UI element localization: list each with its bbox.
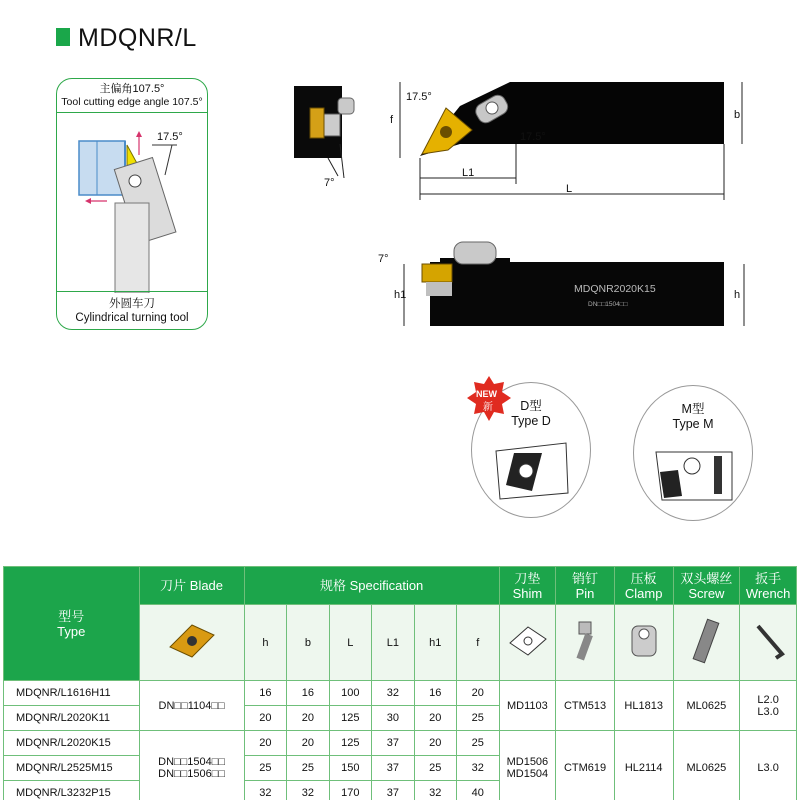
- spec-header: 规格 Specification: [244, 567, 499, 605]
- type-header: [4, 567, 140, 681]
- spec-col-l1: L1: [372, 605, 414, 681]
- dim-f: f: [390, 114, 394, 126]
- end-view-drawing: [288, 84, 368, 190]
- title-marker: [56, 28, 70, 46]
- row-l1: 37: [372, 731, 414, 756]
- wrench-header-en: Wrench: [745, 585, 791, 601]
- card-footer-cn: 外圆车刀: [109, 298, 155, 310]
- row-b: 25: [287, 756, 329, 781]
- row-type: MDQNR/L1616H11: [4, 681, 140, 706]
- engraving-model: MDQNR2020K15: [574, 283, 656, 295]
- row-type: MDQNR/L3232P15: [4, 781, 140, 800]
- row-l: 100: [329, 681, 371, 706]
- pin-image: [556, 605, 615, 681]
- row-b: 20: [287, 706, 329, 731]
- row-h: 20: [244, 731, 286, 756]
- group2-wrench: L3.0: [740, 731, 797, 800]
- specification-table: [3, 566, 797, 800]
- type-d-clamp-diagram: [472, 433, 592, 513]
- dim-b: b: [734, 109, 741, 121]
- new-label-cn: 新: [483, 402, 493, 413]
- cylindrical-turning-diagram: [57, 115, 207, 293]
- type-m-clamp-diagram: [634, 436, 754, 516]
- pin-icon: [565, 616, 605, 666]
- wrench-icon: [748, 616, 788, 666]
- row-h: 25: [244, 756, 286, 781]
- new-badge: [464, 374, 514, 424]
- type-m-cn: M型: [681, 402, 705, 416]
- top-angle-a: 17.5°: [406, 91, 432, 103]
- spec-col-h1: h1: [414, 605, 456, 681]
- row-l1: 37: [372, 781, 414, 800]
- spec-col-l: L: [329, 605, 371, 681]
- row-b: 20: [287, 731, 329, 756]
- shim-header-en: Shim: [512, 585, 543, 601]
- card-footer-en: Cylindrical turning tool: [75, 312, 189, 324]
- row-type: MDQNR/L2020K15: [4, 731, 140, 756]
- dim-l: L: [566, 183, 573, 195]
- row-l: 125: [329, 731, 371, 756]
- group2-blade: [139, 731, 244, 800]
- side-view-drawing: [360, 236, 760, 336]
- clamp-header-en: Clamp: [624, 585, 663, 601]
- row-f: 25: [457, 706, 500, 731]
- blade-insert-icon: [162, 619, 222, 663]
- row-type: MDQNR/L2525M15: [4, 756, 140, 781]
- table-row: [4, 681, 797, 706]
- wrench-image: [740, 605, 797, 681]
- shim-icon: [502, 621, 552, 661]
- row-f: 25: [457, 731, 500, 756]
- group2-clamp: HL2114: [614, 731, 673, 800]
- type-m-en: Type M: [672, 417, 714, 431]
- screw-header-en: Screw: [688, 585, 725, 601]
- dim-h1: h1: [394, 289, 407, 301]
- spec-col-f: f: [457, 605, 500, 681]
- row-l: 170: [329, 781, 371, 800]
- group1-shim: MD1103: [499, 681, 556, 731]
- row-h1: 32: [414, 781, 456, 800]
- row-f: 20: [457, 681, 500, 706]
- group2-pin: CTM619: [556, 731, 615, 800]
- row-l: 150: [329, 756, 371, 781]
- spec-col-h: h: [244, 605, 286, 681]
- type-header-cn: 型号: [58, 608, 85, 624]
- row-h: 20: [244, 706, 286, 731]
- group2-blade-b: DN□□1506□□: [158, 768, 226, 780]
- row-f: 40: [457, 781, 500, 800]
- group2-screw: ML0625: [673, 731, 740, 800]
- shim-header: [499, 567, 556, 605]
- screw-header-cn: 双头螺丝: [680, 570, 733, 586]
- pin-header-cn: 销钉: [572, 570, 599, 586]
- group1-blade: DN□□1104□□: [139, 681, 244, 731]
- row-l1: 37: [372, 756, 414, 781]
- screw-header: [673, 567, 740, 605]
- card-title-en: Tool cutting edge angle 107.5°: [61, 96, 203, 108]
- blade-image: [139, 605, 244, 681]
- type-d-en: Type D: [511, 414, 551, 428]
- clamp-image: [614, 605, 673, 681]
- wrench-header: [740, 567, 797, 605]
- type-d-cn: D型: [520, 399, 542, 413]
- group1-clamp: HL1813: [614, 681, 673, 731]
- top-view-drawing: [380, 78, 760, 208]
- dim-h: h: [734, 289, 741, 301]
- shim-image: [499, 605, 556, 681]
- cutting-angle-card: [56, 78, 208, 330]
- type-m-badge: [633, 385, 753, 521]
- screw-image: [673, 605, 740, 681]
- row-l1: 30: [372, 706, 414, 731]
- blade-header: 刀片 Blade: [139, 567, 244, 605]
- group1-pin: CTM513: [556, 681, 615, 731]
- side-view-angle: 7°: [378, 253, 389, 265]
- group1-screw: ML0625: [673, 681, 740, 731]
- page-title: MDQNR/L: [78, 24, 197, 52]
- row-b: 16: [287, 681, 329, 706]
- row-l: 125: [329, 706, 371, 731]
- new-label: NEW: [476, 389, 497, 399]
- pin-header: [556, 567, 615, 605]
- table-row: [4, 731, 797, 756]
- clamp-header: [614, 567, 673, 605]
- row-h: 32: [244, 781, 286, 800]
- engraving-blade: DN□□1504□□: [588, 301, 628, 308]
- group2-blade-a: DN□□1504□□: [158, 756, 226, 768]
- clamp-icon: [624, 616, 664, 666]
- group1-wrench: [740, 681, 797, 731]
- end-view-angle: 7°: [324, 177, 335, 189]
- group1-wrench-b: L3.0: [757, 705, 779, 718]
- dim-l1: L1: [462, 167, 475, 179]
- screw-icon: [686, 616, 726, 666]
- row-l1: 32: [372, 681, 414, 706]
- row-h1: 25: [414, 756, 456, 781]
- card-angle-label: 17.5°: [157, 131, 183, 143]
- card-title: [57, 79, 207, 113]
- group2-shim-a: MD1506: [506, 756, 549, 768]
- card-footer: [57, 291, 207, 329]
- pin-header-en: Pin: [575, 585, 595, 601]
- type-header-en: Type: [57, 623, 86, 639]
- row-h: 16: [244, 681, 286, 706]
- row-type: MDQNR/L2020K11: [4, 706, 140, 731]
- row-h1: 20: [414, 731, 456, 756]
- row-b: 32: [287, 781, 329, 800]
- spec-col-b: b: [287, 605, 329, 681]
- card-title-cn: 主偏角107.5°: [99, 83, 165, 95]
- wrench-header-cn: 扳手: [755, 570, 782, 586]
- top-angle-b: 17.5°: [520, 131, 546, 143]
- group2-shim-b: MD1504: [506, 768, 549, 780]
- row-h1: 20: [414, 706, 456, 731]
- clamp-header-cn: 压板: [630, 570, 657, 586]
- row-h1: 16: [414, 681, 456, 706]
- shim-header-cn: 刀垫: [514, 570, 541, 586]
- group1-wrench-a: L2.0: [757, 693, 779, 706]
- row-f: 32: [457, 756, 500, 781]
- group2-shim: [499, 731, 556, 800]
